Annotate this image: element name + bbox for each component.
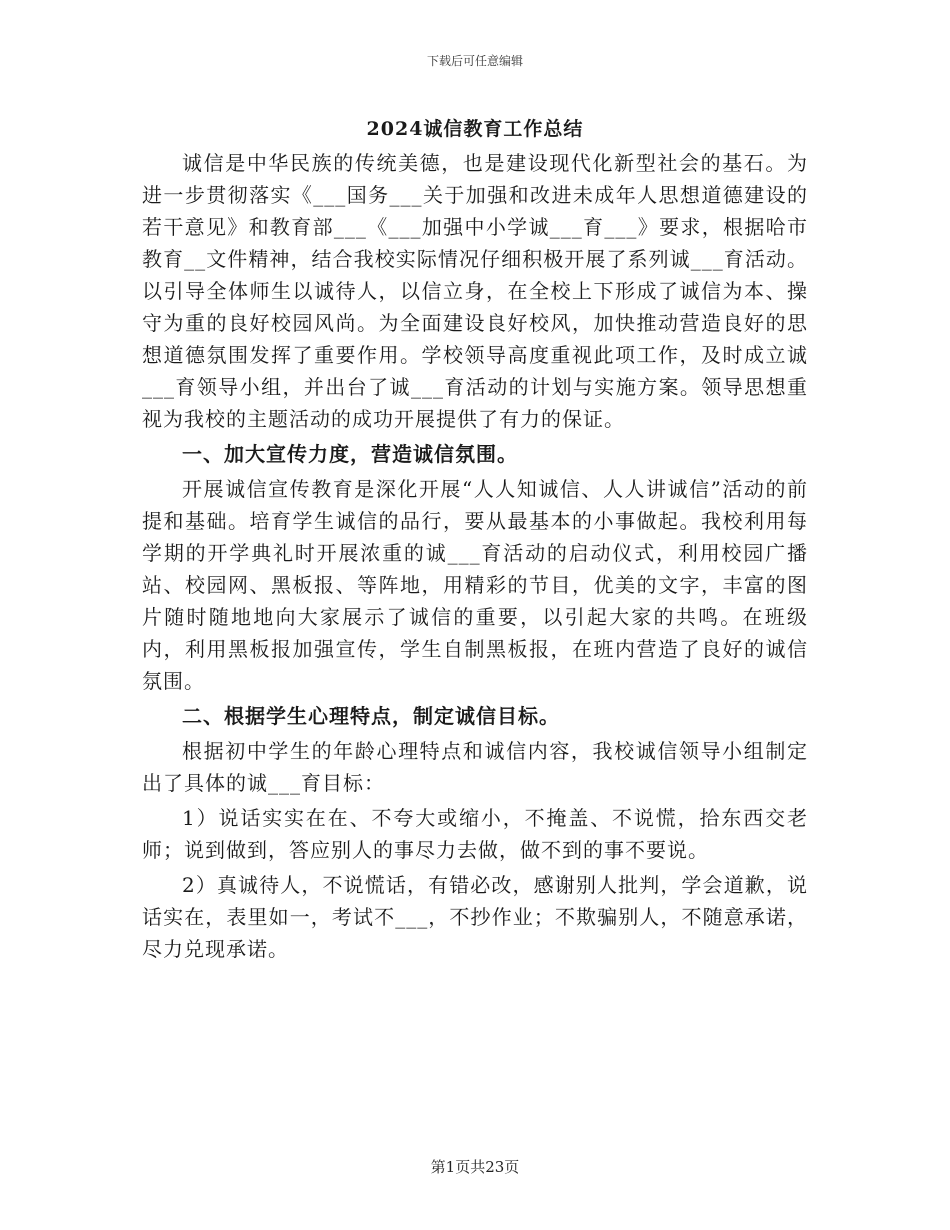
- intro-paragraph: 诚信是中华民族的传统美德，也是建设现代化新型社会的基石。为进一步贯彻落实《___国务___关于加强和改进未成年人思想道德建设的若干意见》和教育部___《___加强中小学诚___育___》要求，根据哈市教育__文件精神，结合我校实际情况仔细积极开展了系列诚___育活动。以引导全体师生以诚待人，以信立身，在全校上下形成了诚信为本、操守为重的良好校园风尚。为全面建设良好校风，加快推动营造良好的思想道德氛围发挥了重要作用。学校领导高度重视此项工作，及时成立诚___育领导小组，并出台了诚___育活动的计划与实施方案。领导思想重视为我校的主题活动的成功开展提供了有力的保证。: [142, 151, 808, 431]
- document-body: [142, 147, 808, 965]
- document-title: 2024诚信教育工作总结: [366, 118, 584, 140]
- section-1-paragraph: 开展诚信宣传教育是深化开展“人人知诚信、人人讲诚信”活动的前提和基础。培育学生诚信的品行，要从最基本的小事做起。我校利用每学期的开学典礼时开展浓重的诚___育活动的启动仪式，利用校园广播站、校园网、黑板报、等阵地，用精彩的节目，优美的文字，丰富的图片随时随地地向大家展示了诚信的重要，以引起大家的共鸣。在班级内，利用黑板报加强宣传，学生自制黑板报，在班内营造了良好的诚信氛围。: [142, 477, 808, 693]
- page-footer: 第1页共23页: [430, 1158, 520, 1176]
- goal-item-2: 2）真诚待人，不说慌话，有错必改，感谢别人批判，学会道歉，说话实在，表里如一，考试不___，不抄作业；不欺骗别人，不随意承诺，尽力兑现承诺。: [142, 873, 808, 961]
- goal-item-1: 1）说话实实在在、不夸大或缩小，不掩盖、不说慌，拾东西交老师；说到做到，答应别人的事尽力去做，做不到的事不要说。: [142, 806, 808, 862]
- section-heading-2: 二、根据学生心理特点，制定诚信目标。: [182, 704, 560, 728]
- section-2-paragraph: 根据初中学生的年龄心理特点和诚信内容，我校诚信领导小组制定出了具体的诚___育目标：: [142, 739, 808, 795]
- header-note: 下载后可任意编辑: [426, 54, 523, 68]
- section-heading-1: 一、加大宣传力度，营造诚信氛围。: [182, 442, 518, 466]
